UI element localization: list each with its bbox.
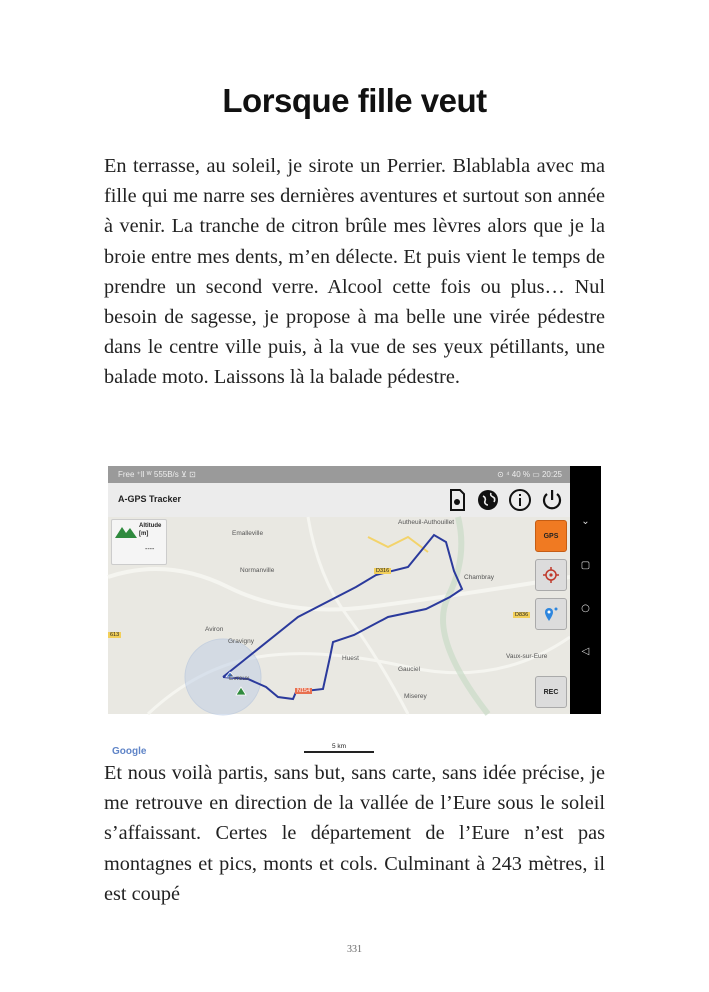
crosshair-icon <box>543 567 559 583</box>
google-logo: Google <box>112 746 147 757</box>
status-right: ⊙ ⁴ 40 % ▭ 20:25 <box>497 470 562 479</box>
paragraph: En terrasse, au soleil, je sirote un Perrier. Blablabla avec ma fille qui me narre ses dernières aventures et surtout son année à venir. La tranche de citron brûle mes lèvres alors que je la broie entre mes dents, m’en délecte. Et puis vient le temps de prendre un second verre. Alcool cette fois ou plus… Nul besoin de sagesse, je propose à ma belle une virée pédestre dans le centre ville puis, à la vue de ses yeux pétillants, une balade moto. Laissons là la balade pédestre. <box>104 155 605 389</box>
map-view[interactable] <box>108 517 570 757</box>
place-label: Miserey <box>404 693 427 700</box>
place-label: Normanville <box>240 567 275 574</box>
status-bar <box>108 466 570 483</box>
app-title: A-GPS Tracker <box>118 494 182 504</box>
gps-button[interactable]: GPS <box>535 520 567 552</box>
place-label: Aviron <box>205 626 224 633</box>
road-label: D836 <box>515 612 529 618</box>
map-terrain <box>108 517 570 714</box>
road-label: 613 <box>110 632 120 638</box>
back-icon[interactable]: ◁ <box>581 646 590 657</box>
scale-label: 5 km <box>331 743 347 750</box>
mountain-icon <box>115 524 137 538</box>
app-screenshot-figure <box>108 466 601 757</box>
map-scale <box>304 743 374 753</box>
altitude-panel[interactable] <box>111 519 167 565</box>
road-label: D316 <box>376 568 390 574</box>
recent-apps-icon[interactable]: ▢ <box>580 560 591 571</box>
scale-bar <box>304 751 374 753</box>
altitude-unit: [m] <box>139 531 149 537</box>
place-label: Autheuil-Authouillet <box>398 519 455 526</box>
menu-chevron-icon[interactable]: ⌄ <box>581 516 590 527</box>
road-label: N154 <box>297 688 311 694</box>
power-icon[interactable] <box>540 488 564 512</box>
altitude-value: ---- <box>145 546 155 553</box>
file-export-icon[interactable] <box>445 488 469 512</box>
place-label: Gravigny <box>228 638 255 645</box>
altitude-label: Altitude <box>139 523 162 529</box>
android-nav-bar <box>570 466 601 714</box>
page-number: 331 <box>347 944 362 955</box>
page-title: Lorsque fille veut <box>222 82 487 119</box>
status-left: Free ⁺ll ᵂ 555B/s ⊻ ⊡ <box>118 470 196 479</box>
waypoint-button[interactable] <box>535 598 567 630</box>
home-icon[interactable]: ○ <box>581 603 590 614</box>
info-icon[interactable] <box>508 488 532 512</box>
paragraph: Et nous voilà partis, sans but, sans carte, sans idée précise, je me retrouve en direction de la vallée de l’Eure sous le soleil s’affaissant. Certes le département de l’Eure n’est pas montagnes et pics, monts et cols. Culminant à 243 mètres, il est coupé <box>104 762 605 905</box>
place-label: Gauciel <box>398 666 421 673</box>
app-bar <box>108 483 570 517</box>
place-label: Huest <box>342 655 359 662</box>
place-label: Emalleville <box>232 530 264 537</box>
place-label: Chambray <box>464 574 494 581</box>
place-label: Évreux <box>229 675 250 682</box>
map-pin-icon <box>543 606 559 622</box>
globe-icon[interactable] <box>476 488 500 512</box>
locate-button[interactable] <box>535 559 567 591</box>
rec-button[interactable]: REC <box>535 676 567 708</box>
place-label: Vaux-sur-Eure <box>506 653 548 660</box>
